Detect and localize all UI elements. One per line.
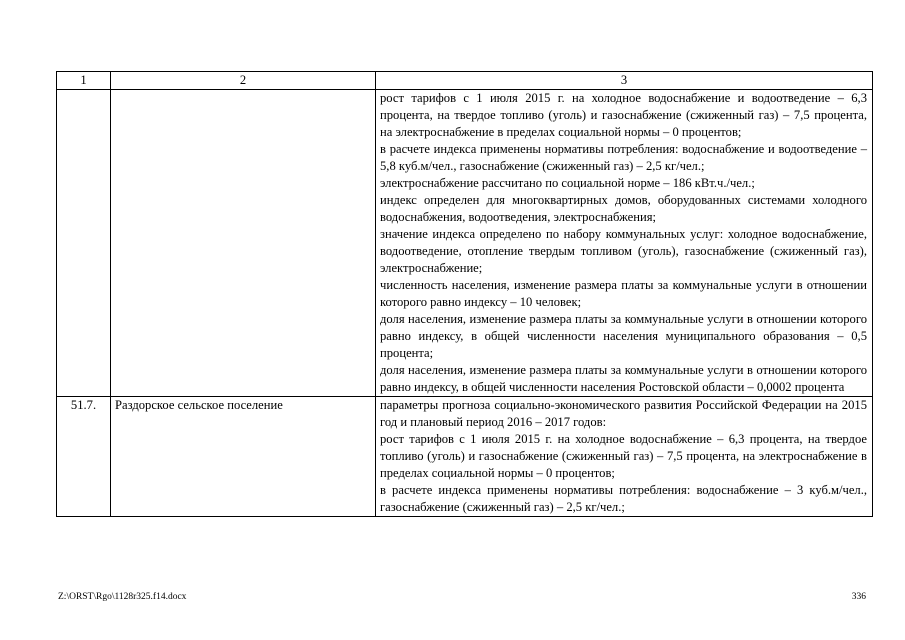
row-number-cell xyxy=(57,90,111,397)
table-body xyxy=(57,72,873,517)
row-number-cell: 51.7. xyxy=(57,397,111,517)
description-paragraph: значение индекса определено по набору коммунальных услуг: холодное водоснабжение, водоотведение, отопление твердым топливом (уголь), газоснабжение (сжиженный газ), электроснабжение; xyxy=(380,227,867,275)
header-col-3: 3 xyxy=(376,72,873,90)
description-paragraph: индекс определен для многоквартирных домов, оборудованных системами холодного водоснабжения, водоотведения, электроснабжения; xyxy=(380,193,867,224)
table-row xyxy=(57,90,873,397)
description-paragraph: численность населения, изменение размера платы за коммунальные услуги в отношении которого равно индексу – 10 человек; xyxy=(380,278,867,309)
header-col-2: 2 xyxy=(111,72,376,90)
description-paragraph: доля населения, изменение размера платы за коммунальные услуги в отношении которого равно индексу, в общей численности населения муниципального образования – 0,5 процента; xyxy=(380,312,867,360)
description-cell xyxy=(376,90,873,397)
settlement-name-cell xyxy=(111,90,376,397)
table-header-row xyxy=(57,72,873,90)
document-table xyxy=(56,71,873,517)
description-paragraph: в расчете индекса применены нормативы потребления: водоснабжение – 3 куб.м/чел., газоснабжение (сжиженный газ) – 2,5 кг/чел.; xyxy=(380,483,867,514)
description-paragraph: в расчете индекса применены нормативы потребления: водоснабжение и водоотведение – 5,8 куб.м/чел., газоснабжение (сжиженный газ) – 2,5 кг/чел.; xyxy=(380,142,867,173)
table-row xyxy=(57,397,873,517)
footer-page-number: 336 xyxy=(851,592,866,602)
description-paragraph: доля населения, изменение размера платы за коммунальные услуги в отношении которого равно индексу, в общей численности населения Ростовской области – 0,0002 процента xyxy=(380,363,867,394)
description-paragraph: электроснабжение рассчитано по социальной норме – 186 кВт.ч./чел.; xyxy=(380,176,755,190)
settlement-name-cell: Раздорское сельское поселение xyxy=(111,397,376,517)
description-paragraph: рост тарифов с 1 июля 2015 г. на холодное водоснабжение и водоотведение – 6,3 процента, на твердое топливо (уголь) и газоснабжение (сжиженный газ) – 7,5 процента, на электроснабжение в пределах социальной нормы – 0 процентов; xyxy=(380,91,867,139)
description-cell xyxy=(376,397,873,517)
description-paragraph: параметры прогноза социально-экономического развития Российской Федерации на 2015 год и плановый период 2016 – 2017 годов: xyxy=(380,398,867,429)
footer-file-path: Z:\ORST\Rgo\1128r325.f14.docx xyxy=(58,592,187,602)
header-col-1: 1 xyxy=(57,72,111,90)
description-paragraph: рост тарифов с 1 июля 2015 г. на холодное водоснабжение – 6,3 процента, на твердое топливо (уголь) и газоснабжение (сжиженный газ) – 7,5 процента, на электроснабжение в пределах социальной нормы – 0 процентов; xyxy=(380,432,867,480)
